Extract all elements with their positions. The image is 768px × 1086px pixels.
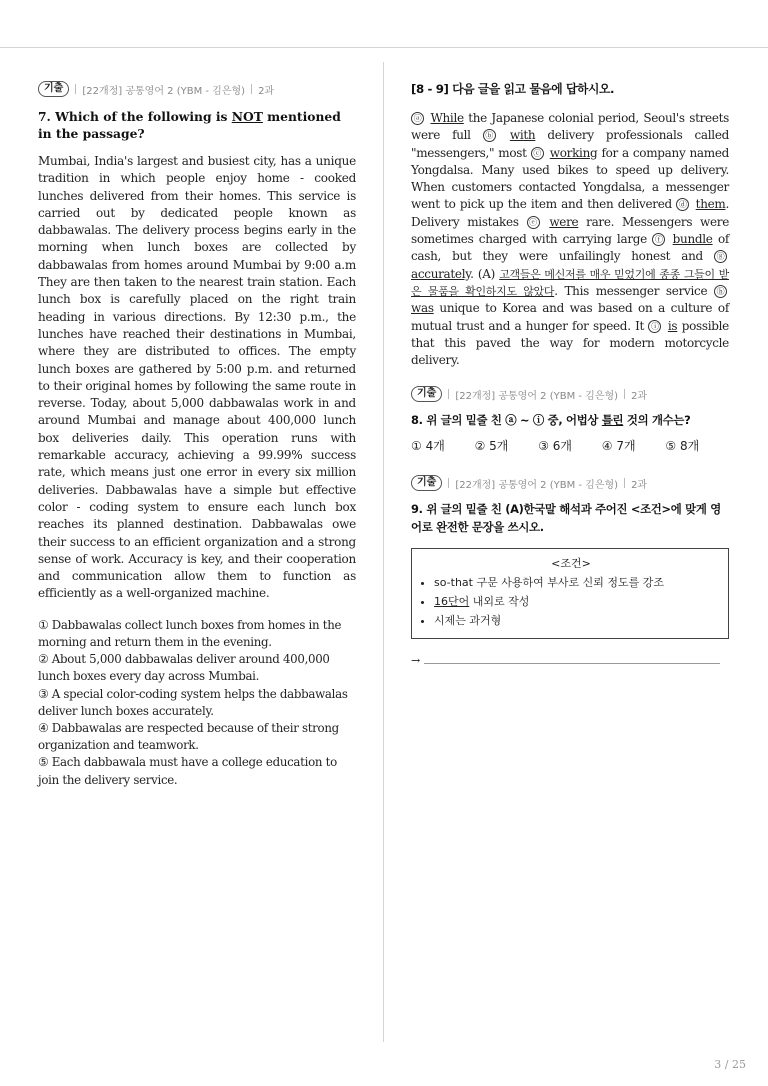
option-2[interactable]: ② About 5,000 dabbawalas deliver around 400,000 lunch boxes every day across Mumbai. — [38, 652, 330, 684]
korean-sentence-a: 고객들은 메신저를 매우 믿었기에 종종 그들이 받은 물품을 확인하지도 않았다 — [411, 267, 729, 298]
choice-4[interactable]: ④ 7개 — [601, 439, 636, 454]
marker-h: ⓗ — [714, 285, 727, 298]
choice-1[interactable]: ① 4개 — [411, 439, 445, 454]
question-9-title: 9. 위 글의 밑줄 친 (A)한국말 해석과 주어진 <조건>에 맞게 영어로 완전한 문장을 쓰시오. — [411, 502, 721, 535]
section-heading: [8 - 9] 다음 글을 읽고 물음에 답하시오. — [411, 82, 615, 96]
mumbai-passage: Mumbai, India's largest and busiest city, has a unique tradition in which people enjoy home - cooked lunches delivered from their homes. This service is carried out by dedicated people known as dabbawalas. The delivery process begins early in the morning when lunch boxes are collected by dabbawalas from homes around Mumbai by 9:00 a.m They are then taken to the nearest train station. Each lunch box is carefully placed on the right train heading in various directions. By 12:30 p.m., the lunches have reached their destinations in Mumbai, where they are distributed to offices. The empty lunch boxes are gathered by 5:00 p.m. and returned to their original homes by following the same route in reverse. Today, about 5,000 dabbawalas work in and around Mumbai and manage about 400,000 lunch box deliveries daily. This operation runs with remarkable accuracy, achieving a 99.99% success rate, which means just one error in every six million deliveries. Dabbawalas have a simple but effective color - coding system to ensure each lunch box reaches its planned destination. Dabbawalas owe their success to an efficient organization and a strong sense of work. Accuracy is key, and their cooperation and communication allow them to function as efficiently as a well-organized machine. — [38, 154, 356, 601]
separator — [251, 84, 252, 94]
choice-5[interactable]: ⑤ 8개 — [665, 439, 700, 454]
not-emphasis: NOT — [231, 109, 263, 124]
question-8-title: 8. 위 글의 밑줄 친 ⓐ ~ ⓘ 중, 어법상 틀린 것의 개수는? — [411, 413, 691, 428]
option-5[interactable]: ⑤ Each dabbawala must have a college education to join the delivery service. — [38, 755, 337, 787]
q8-source-tagline: 기출 [22개정] 공통영어 2 (YBM - 김은형) 2과 — [411, 385, 729, 403]
header-rule — [0, 47, 768, 48]
past-exam-badge: 기출 — [38, 81, 69, 97]
answer-line[interactable] — [411, 654, 729, 667]
past-exam-badge: 기출 — [411, 475, 442, 491]
option-3[interactable]: ③ A special color-coding system helps the dabbawalas deliver lunch boxes accurately. — [38, 686, 348, 718]
conditions-title: <조건> — [551, 557, 591, 571]
condition-3: • 시제는 과거형 — [434, 611, 720, 630]
marker-i: ⓘ — [648, 320, 661, 333]
past-exam-badge: 기출 — [411, 386, 442, 402]
right-column — [411, 80, 729, 667]
messenger-passage: ⓐ While the Japanese colonial period, Seoul's streets were full ⓑ with delivery professionals called "messengers," most ⓒ working for a company named Yongdalsa. Many used bikes to speed up delivery. When customers contacted Yongdalsa, a messenger went to pick up the item and then delivered ⓓ them. Delivery mistakes ⓔ were rare. Messengers were sometimes charged with carrying large ⓕ bundle of cash, but they were unfailingly honest and ⓖ accurately. (A) 고객들은 메신저를 매우 믿었기에 종종 그들이 받은 물품을 확인하지도 않았다. This messenger service ⓗ was unique to Korea and was based on a culture of mutual trust and a hunger for speed. It ⓘ is possible that this paved the way for modern motorcycle delivery. — [411, 111, 730, 368]
question-7-title: 7. Which of the following is NOT mentioned in the passage? — [38, 109, 341, 141]
question-7-options — [38, 617, 356, 789]
choice-3[interactable]: ③ 6개 — [538, 439, 572, 454]
conditions-box — [411, 548, 729, 639]
left-column — [38, 80, 356, 789]
source-text: [22개정] 공통영어 2 (YBM - 김은형) — [82, 85, 246, 97]
arrow-icon: → — [411, 654, 421, 668]
page-number: 3 / 25 — [714, 1058, 746, 1071]
marker-g: ⓖ — [714, 250, 727, 263]
marker-b: ⓑ — [483, 129, 496, 142]
marker-a: ⓐ — [411, 112, 424, 125]
marker-e: ⓔ — [527, 216, 540, 229]
marker-c: ⓒ — [531, 147, 544, 160]
marker-f: ⓕ — [652, 233, 665, 246]
column-divider — [383, 62, 384, 1042]
source-tagline — [38, 80, 356, 98]
q9-source-tagline: 기출 [22개정] 공통영어 2 (YBM - 김은형) 2과 — [411, 474, 729, 492]
lesson-text: 2과 — [258, 85, 275, 97]
condition-2: • 16단어 내외로 작성 — [434, 592, 720, 611]
choice-2[interactable]: ② 5개 — [474, 439, 509, 454]
marker-d: ⓓ — [676, 198, 689, 211]
question-8-choices — [411, 437, 729, 454]
option-4[interactable]: ④ Dabbawalas are respected because of their strong organization and teamwork. — [38, 720, 339, 753]
option-1[interactable]: ① Dabbawalas collect lunch boxes from homes in the morning and return them in the evening. — [38, 617, 342, 649]
answer-blank[interactable] — [424, 663, 720, 664]
separator — [75, 84, 76, 94]
condition-1: • so-that 구문 사용하여 부사로 신뢰 정도를 강조 — [434, 573, 720, 592]
